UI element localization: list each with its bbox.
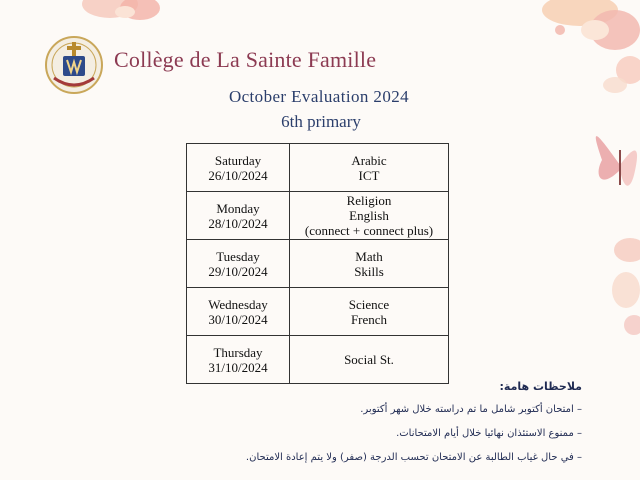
exam-date: 26/10/2024 [208, 167, 268, 183]
subject: ICT [358, 167, 380, 183]
subject: Arabic [351, 152, 387, 168]
note-item: – في حال غياب الطالبة عن الامتحان تحسب الدرجة (صفر) ولا يتم إعادة الامتحان. [245, 452, 582, 463]
exam-date: 30/10/2024 [208, 311, 268, 327]
floral-decoration-top-left [80, 0, 170, 30]
day-date-cell [187, 288, 290, 336]
exam-date: 28/10/2024 [208, 215, 268, 231]
grade-label: 6th primary [281, 112, 361, 131]
floral-decoration-right [600, 230, 640, 340]
subjects-cell [290, 288, 449, 336]
day-date-cell [187, 336, 290, 384]
exam-date: 29/10/2024 [208, 263, 268, 279]
subject: Science [348, 296, 390, 312]
subjects-cell [290, 192, 449, 240]
subject: (connect + connect plus) [304, 223, 434, 238]
subject: French [350, 311, 388, 327]
table-row [187, 240, 449, 288]
subject: Social St. [344, 352, 394, 367]
subject: Religion [346, 193, 392, 208]
subjects-cell [290, 144, 449, 192]
subjects-cell [290, 336, 449, 384]
day-name: Thursday [213, 344, 263, 360]
day-date-cell [187, 240, 290, 288]
subject: Math [355, 248, 383, 264]
table-row [187, 192, 449, 240]
school-name: Collège de La Sainte Famille [114, 47, 377, 72]
subjects-cell [290, 240, 449, 288]
day-name: Saturday [214, 152, 262, 168]
table-row [187, 144, 449, 192]
day-name: Monday [216, 200, 260, 216]
day-name: Wednesday [208, 296, 268, 312]
exam-date: 31/10/2024 [208, 359, 268, 375]
notes-title: ملاحظات هامة: [499, 380, 582, 393]
note-item: – ممنوع الاستئذان نهائيا خلال أيام الامتحانات. [396, 428, 582, 439]
subject: English [349, 208, 389, 223]
note-item: – امتحان أكتوبر شامل ما تم دراسته خلال شهر أكتوبر. [360, 404, 582, 415]
exam-schedule-table [186, 143, 449, 384]
table-row [187, 336, 449, 384]
day-date-cell [187, 192, 290, 240]
evaluation-title: October Evaluation 2024 [228, 87, 410, 106]
day-date-cell [187, 144, 290, 192]
day-name: Tuesday [216, 248, 260, 264]
important-notes [142, 380, 582, 475]
table-row [187, 288, 449, 336]
butterfly-icon [590, 120, 640, 210]
subject: Skills [354, 263, 384, 279]
